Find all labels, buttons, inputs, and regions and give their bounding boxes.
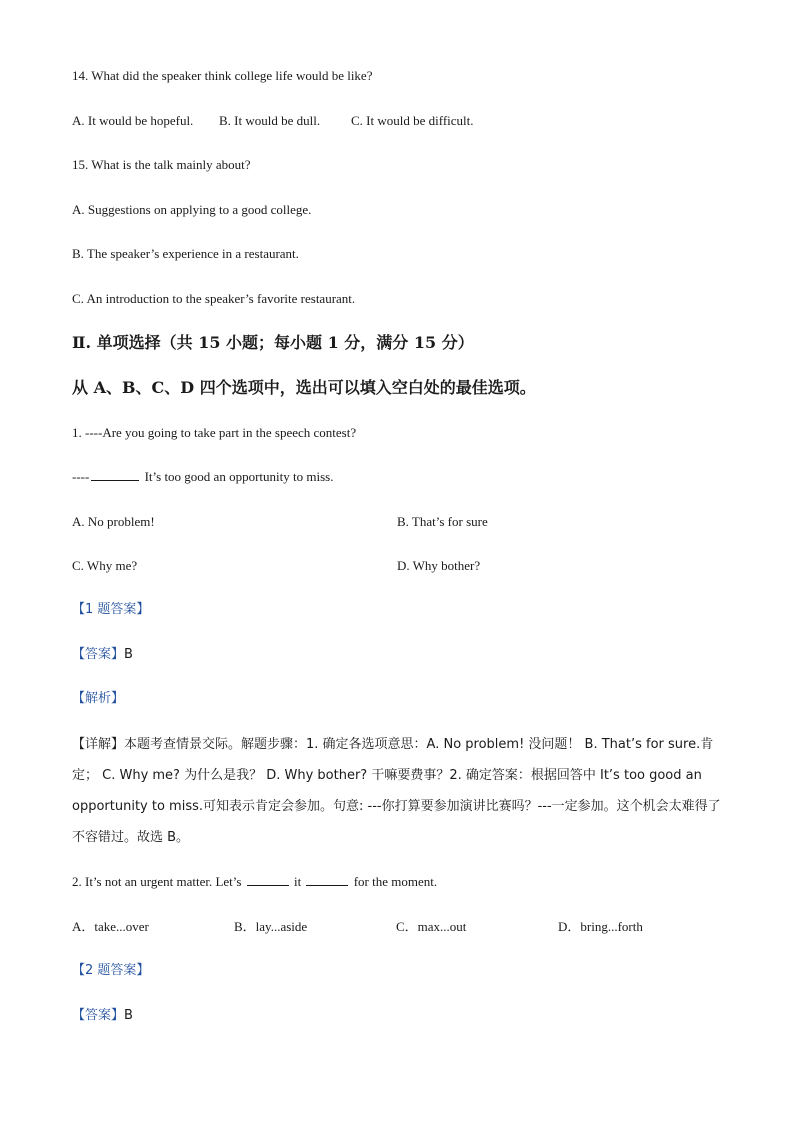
mc1-reply-suffix: It’s too good an opportunity to miss. [144, 469, 334, 484]
mc1-option-b: B. That’s for sure [397, 514, 488, 529]
mc1-detail-label: 【详解】 [72, 737, 125, 752]
mc1-answer-blank [91, 469, 139, 481]
mc2-option-a: A．take...over [72, 919, 149, 934]
question-15-option-b: B. The speaker’s experience in a restaurant. [72, 246, 299, 261]
question-14-option-a: A. It would be hopeful. [72, 113, 194, 128]
mc1-option-c: C. Why me? [72, 558, 138, 573]
mc2-answer-tag: 【2 题答案】 [72, 963, 150, 978]
mc1-reply [72, 469, 333, 485]
mc1-option-a: A. No problem! [72, 514, 155, 529]
question-14-stem: 14. What did the speaker think college life would be like? [72, 68, 373, 83]
mc2-stem-part2: it [293, 874, 302, 889]
mc1-answer-label: 【答案】 [72, 647, 125, 662]
mc2-option-c: C．max...out [396, 919, 467, 934]
mc2-answer [72, 1008, 133, 1024]
mc2-answer-label: 【答案】 [72, 1008, 125, 1023]
question-15-option-c: C. An introduction to the speaker’s favorite restaurant. [72, 291, 356, 306]
mc1-detail [72, 729, 724, 853]
mc1-answer-tag: 【1 题答案】 [72, 602, 150, 617]
mc1-answer-value: B [124, 647, 133, 662]
mc2-stem-part3: for the moment. [353, 874, 438, 889]
question-14-option-b: B. It would be dull. [219, 113, 321, 128]
mc2-answer-value: B [124, 1008, 133, 1023]
mc1-answer [72, 647, 133, 663]
mc2-blank-1 [247, 874, 289, 886]
mc1-detail-text: 本题考查情景交际。解题步骤：1. 确定各选项意思：A. No problem! 没问题！ B. That’s for sure.肯定； C. Why me? 为什么是我？ D. Why bother? 干嘛要费事？2. 确定答案：根据回答中 It’s too good an opportunity to miss.可知表示肯定会参加。句意: ---你打算要参加演讲比赛吗？---一定参加。这个机会太难得了不容错过。故选 B。 [72, 737, 721, 845]
mc2-option-d: D．bring...forth [558, 919, 643, 934]
mc1-option-d: D. Why bother? [397, 558, 481, 573]
question-14-option-c: C. It would be difficult. [351, 113, 474, 128]
mc1-stem: 1. ----Are you going to take part in the speech contest? [72, 425, 357, 440]
mc1-reply-prefix: ---- [72, 469, 90, 484]
mc1-analysis-tag: 【解析】 [72, 691, 125, 706]
mc2-blank-2 [306, 874, 348, 886]
question-15-stem: 15. What is the talk mainly about? [72, 157, 251, 172]
mc2-option-b: B．lay...aside [234, 919, 308, 934]
mc2-stem-part1: 2. It’s not an urgent matter. Let’s [72, 874, 242, 889]
section-title: Ⅱ. 单项选择（共 15 小题；每小题 1 分，满分 15 分） [72, 333, 474, 352]
mc2-stem [72, 874, 437, 890]
question-15-option-a: A. Suggestions on applying to a good college. [72, 202, 312, 217]
section-instruction: 从 A、B、C、D 四个选项中，选出可以填入空白处的最佳选项。 [72, 378, 536, 397]
